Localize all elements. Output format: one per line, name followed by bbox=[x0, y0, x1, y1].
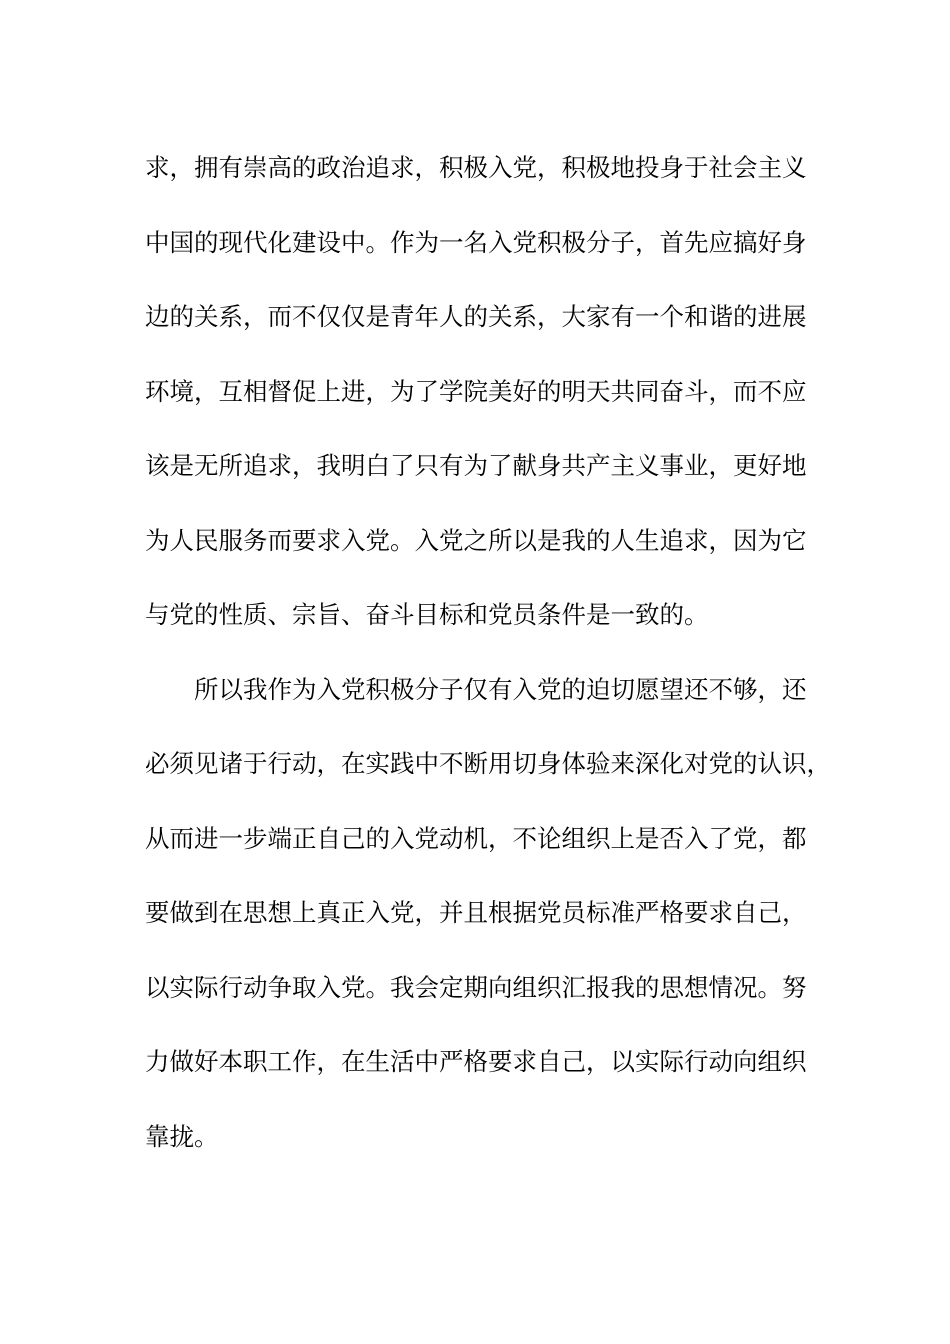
text-line: 以实际行动争取入党。我会定期向组织汇报我的思想情况。努 bbox=[145, 972, 807, 1002]
paragraph-2 bbox=[145, 653, 835, 1175]
text-line: 中国的现代化建设中。作为一名入党积极分子，首先应搞好身 bbox=[145, 227, 807, 257]
text-line: 必须见诸于行动，在实践中不断用切身体验来深化对党的认识， bbox=[145, 749, 831, 778]
text-line: 力做好本职工作，在生活中严格要求自己，以实际行动向组织 bbox=[145, 1047, 807, 1076]
text-line: 要做到在思想上真正入党，并且根据党员标准严格要求自己， bbox=[145, 898, 807, 927]
text-line: 靠拢。 bbox=[145, 1121, 219, 1151]
text-line: 从而进一步端正自己的入党动机，不论组织上是否入了党，都 bbox=[145, 823, 807, 853]
text-line: 环境，互相督促上进，为了学院美好的明天共同奋斗，而不应 bbox=[145, 376, 807, 406]
document-body bbox=[145, 131, 835, 1174]
text-line: 边的关系，而不仅仅是青年人的关系，大家有一个和谐的进展 bbox=[145, 302, 807, 331]
text-line: 所以我作为入党积极分子仅有入党的迫切愿望还不够，还 bbox=[145, 674, 807, 704]
text-line: 该是无所追求，我明白了只有为了献身共产主义事业，更好地 bbox=[145, 451, 807, 480]
text-line: 求，拥有崇高的政治追求，积极入党，积极地投身于社会主义 bbox=[145, 153, 807, 182]
text-line: 为人民服务而要求入党。入党之所以是我的人生追求，因为它 bbox=[145, 525, 807, 555]
paragraph-1 bbox=[145, 131, 835, 653]
text-line: 与党的性质、宗旨、奋斗目标和党员条件是一致的。 bbox=[145, 600, 709, 629]
